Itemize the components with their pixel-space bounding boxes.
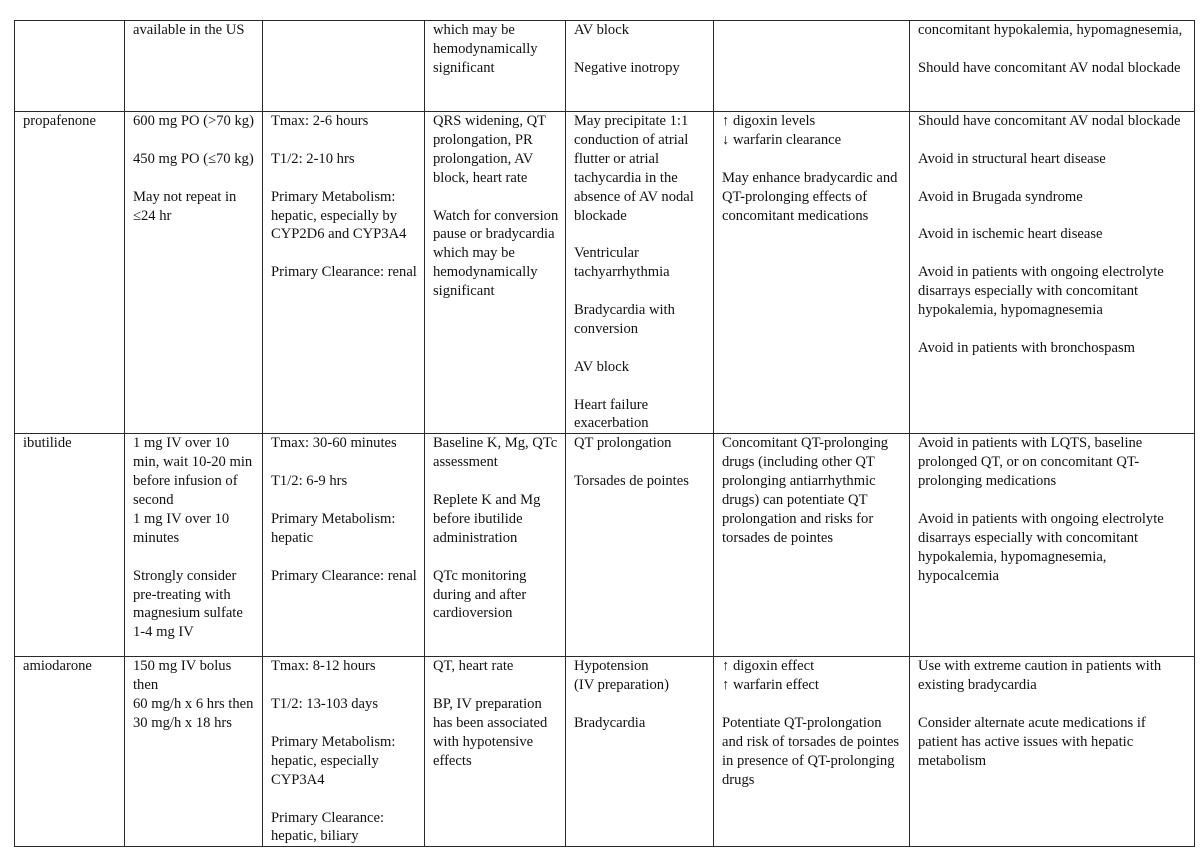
adverse-effects-cell: [566, 112, 714, 434]
cell-paragraph: 600 mg PO (>70 kg): [133, 113, 254, 129]
cell-paragraph: Use with extreme caution in patients with existing bradycardia: [918, 658, 1162, 694]
cell-paragraph: Concomitant QT-prolonging drugs (including other QT prolonging antiarrhythmic drugs) can potentiate QT prolongation and risks for torsades de pointes: [722, 435, 889, 546]
table-row: [15, 434, 1195, 657]
table-row: [15, 112, 1195, 434]
cell-paragraph: Tmax: 30-60 minutes: [271, 435, 397, 452]
cell-paragraph: Baseline K, Mg, QTc assessment: [433, 435, 558, 471]
drug-name: ibutilide: [23, 435, 72, 452]
cell-paragraph: available in the US: [133, 22, 245, 38]
cell-paragraph: Primary Metabolism: hepatic, especially by CYP2D6 and CYP3A4: [271, 188, 407, 243]
cell-paragraph: Primary Metabolism: hepatic, especially CYP3A4: [271, 733, 396, 788]
cautions-cell: [910, 657, 1195, 847]
pharmacokinetics-cell: [263, 434, 425, 657]
drug-interactions-cell: [714, 112, 910, 434]
drug-interactions-cell: [714, 434, 910, 657]
cell-paragraph: May not repeat in ≤24 hr: [133, 188, 237, 224]
drug-name: propafenone: [23, 113, 96, 129]
drug-name-cell: [15, 21, 125, 112]
table-body: [15, 21, 1195, 847]
cell-paragraph: Hypotension (IV preparation): [574, 658, 669, 694]
pharmacokinetics-cell: [263, 21, 425, 112]
cell-paragraph: QT, heart rate: [433, 658, 514, 675]
dosing-cell: [125, 434, 263, 657]
cell-paragraph: May precipitate 1:1 conduction of atrial flutter or atrial tachycardia in the absence of AV nodal blockade: [574, 113, 694, 224]
table-row: [15, 21, 1195, 112]
adverse-effects-cell: [566, 434, 714, 657]
cell-paragraph: Avoid in patients with ongoing electrolyte disarrays especially with concomitant hypokalemia, hypomagnesemia: [918, 264, 1164, 318]
dosing-cell: [125, 21, 263, 112]
drug-name-cell: [15, 657, 125, 847]
cell-paragraph: Avoid in structural heart disease: [918, 150, 1106, 167]
cell-paragraph: Bradycardia with conversion: [574, 302, 675, 337]
cell-paragraph: Bradycardia: [574, 715, 646, 732]
cell-paragraph: Primary Clearance: renal: [271, 264, 417, 281]
drug-name-cell: [15, 112, 125, 434]
cell-paragraph: Replete K and Mg before ibutilide administration: [433, 492, 541, 546]
monitoring-cell: [425, 657, 566, 847]
cell-paragraph: Avoid in patients with bronchospasm: [918, 339, 1135, 356]
drug-name-cell: [15, 434, 125, 657]
cell-paragraph: BP, IV preparation has been associated with hypotensive effects: [433, 696, 548, 769]
cell-paragraph: Avoid in patients with ongoing electrolyte disarrays especially with concomitant hypokalemia, hypomagnesemia, hypocalcemia: [918, 510, 1164, 584]
cell-paragraph: concomitant hypokalemia, hypomagnesemia,: [918, 22, 1183, 38]
pharmacokinetics-cell: [263, 112, 425, 434]
cell-paragraph: Tmax: 2-6 hours: [271, 113, 369, 129]
cell-paragraph: ↑ digoxin effect ↑ warfarin effect: [722, 658, 819, 694]
cell-paragraph: Potentiate QT-prolongation and risk of torsades de pointes in presence of QT-prolonging drugs: [722, 715, 900, 788]
cell-paragraph: Avoid in Brugada syndrome: [918, 188, 1083, 205]
cell-paragraph: Tmax: 8-12 hours: [271, 658, 376, 675]
cell-paragraph: May enhance bradycardic and QT-prolonging effects of concomitant medications: [722, 169, 898, 224]
cautions-cell: [910, 112, 1195, 434]
monitoring-cell: [425, 434, 566, 657]
cell-paragraph: Torsades de pointes: [574, 473, 689, 490]
dosing-cell: [125, 657, 263, 847]
cell-paragraph: T1/2: 13-103 days: [271, 696, 379, 713]
cell-paragraph: T1/2: 6-9 hrs: [271, 473, 348, 490]
cautions-cell: [910, 21, 1195, 112]
adverse-effects-cell: [566, 21, 714, 112]
cell-paragraph: Primary Clearance: renal: [271, 567, 417, 584]
cell-paragraph: Avoid in ischemic heart disease: [918, 226, 1103, 243]
cell-paragraph: QT prolongation: [574, 435, 672, 452]
adverse-effects-cell: [566, 657, 714, 847]
cell-paragraph: QTc monitoring during and after cardioversion: [433, 567, 527, 622]
cell-paragraph: Primary Metabolism: hepatic: [271, 510, 396, 546]
cell-paragraph: T1/2: 2-10 hrs: [271, 150, 355, 167]
cell-paragraph: Strongly consider pre-treating with magnesium sulfate 1-4 mg IV: [133, 567, 243, 641]
table-row: [15, 657, 1195, 847]
drug-name: amiodarone: [23, 658, 92, 675]
pharmacokinetics-cell: [263, 657, 425, 847]
cell-paragraph: Heart failure exacerbation: [574, 396, 649, 432]
cell-paragraph: Negative inotropy: [574, 59, 680, 76]
cell-paragraph: which may be hemodynamically significant: [433, 22, 538, 76]
cell-paragraph: ↑ digoxin levels ↓ warfarin clearance: [722, 113, 842, 148]
drug-interactions-cell: [714, 657, 910, 847]
cell-paragraph: 1 mg IV over 10 min, wait 10-20 min before infusion of second 1 mg IV over 10 minutes: [133, 435, 253, 546]
cell-paragraph: AV block: [574, 22, 630, 38]
monitoring-cell: [425, 112, 566, 434]
monitoring-cell: [425, 21, 566, 112]
cell-paragraph: Primary Clearance: hepatic, biliary: [271, 809, 385, 845]
cell-paragraph: QRS widening, QT prolongation, PR prolongation, AV block, heart rate: [433, 113, 546, 186]
cell-paragraph: Avoid in patients with LQTS, baseline prolonged QT, or on concomitant QT-prolonging medications: [918, 435, 1143, 490]
cell-paragraph: Watch for conversion pause or bradycardia which may be hemodynamically significant: [433, 207, 559, 300]
cell-paragraph: AV block: [574, 358, 630, 375]
cautions-cell: [910, 434, 1195, 657]
drug-table: [14, 20, 1195, 847]
cell-paragraph: Should have concomitant AV nodal blockade: [918, 59, 1181, 76]
cell-paragraph: Consider alternate acute medications if patient has active issues with hepatic metabolism: [918, 715, 1146, 769]
cell-paragraph: Should have concomitant AV nodal blockade: [918, 113, 1181, 129]
cell-paragraph: 150 mg IV bolus then 60 mg/h x 6 hrs then 30 mg/h x 18 hrs: [133, 658, 254, 732]
cell-paragraph: 450 mg PO (≤70 kg): [133, 150, 254, 167]
drug-interactions-cell: [714, 21, 910, 112]
cell-paragraph: Ventricular tachyarrhythmia: [574, 245, 670, 281]
dosing-cell: [125, 112, 263, 434]
